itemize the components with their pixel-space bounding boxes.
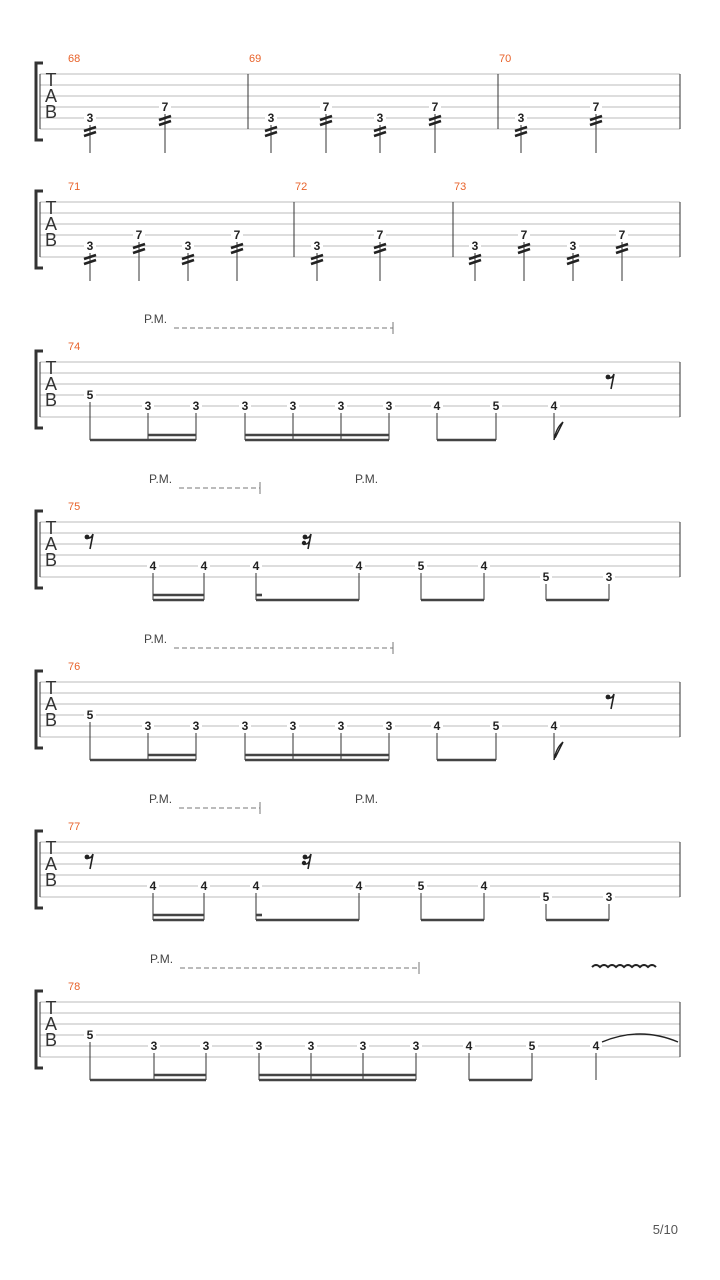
fret-number: 3 [144,399,152,413]
tab-clef-letter: T [45,358,57,378]
palm-mute-label: P.M. [355,472,379,486]
fret-number: 3 [605,890,613,904]
tab-clef-letter: A [44,694,58,714]
palm-mute-label: P.M. [355,792,379,806]
palm-mute-label: P.M. [150,952,174,966]
measure-number: 73 [454,181,467,193]
fret-number: 3 [569,239,577,253]
fret-number: 5 [528,1039,536,1053]
palm-mute-label: P.M. [144,632,168,646]
fret-number: 3 [517,111,525,125]
measure-number: 70 [499,53,512,65]
fret-number: 4 [550,719,558,733]
fret-number: 4 [355,559,363,573]
fret-number: 5 [492,719,500,733]
tab-clef-letter: B [44,102,58,122]
fret-number: 3 [385,399,393,413]
fret-number: 7 [322,100,330,114]
fret-number: 5 [492,399,500,413]
fret-number: 3 [241,719,249,733]
fret-number: 3 [412,1039,420,1053]
measure-number: 77 [68,821,81,833]
tab-clef-letter: B [44,710,58,730]
fret-number: 7 [376,228,384,242]
fret-number: 3 [144,719,152,733]
tab-clef-letter: T [45,998,57,1018]
tab-clef-letter: B [44,1030,58,1050]
fret-number: 3 [385,719,393,733]
tab-clef-letter: A [44,86,58,106]
fret-number: 4 [252,559,260,573]
tab-clef-letter: T [45,70,57,90]
fret-number: 4 [480,559,488,573]
fret-number: 7 [161,100,169,114]
tab-clef-letter: A [44,214,58,234]
page-number: 5/10 [652,1222,678,1237]
tab-clef-letter: T [45,838,57,858]
fret-number: 5 [417,879,425,893]
fret-number: 7 [135,228,143,242]
fret-number: 7 [431,100,439,114]
fret-number: 3 [376,111,384,125]
fret-number: 3 [337,399,345,413]
measure-number: 72 [295,181,308,193]
tab-clef-letter: B [44,870,58,890]
fret-number: 5 [542,890,550,904]
measure-number: 68 [68,53,81,65]
fret-number: 3 [337,719,345,733]
fret-number: 3 [359,1039,367,1053]
fret-number: 3 [86,239,94,253]
fret-number: 3 [255,1039,263,1053]
measure-number: 71 [68,181,81,193]
fret-number: 3 [150,1039,158,1053]
fret-number: 7 [520,228,528,242]
fret-number: 4 [433,399,441,413]
fret-number: 3 [313,239,321,253]
fret-number: 4 [433,719,441,733]
palm-mute-label: P.M. [144,312,168,326]
tab-clef-letter: T [45,518,57,538]
palm-mute-label: P.M. [149,472,173,486]
measure-number: 76 [68,661,81,673]
fret-number: 3 [86,111,94,125]
measure-number: 69 [249,53,262,65]
fret-number: 4 [252,879,260,893]
fret-number: 3 [192,719,200,733]
measure-number: 74 [68,341,81,353]
tab-clef-letter: B [44,390,58,410]
tab-clef-letter: A [44,1014,58,1034]
fret-number: 4 [200,559,208,573]
tab-clef-letter: B [44,550,58,570]
fret-number: 4 [200,879,208,893]
eighth-flag-icon [554,742,563,760]
fret-number: 3 [241,399,249,413]
fret-number: 7 [233,228,241,242]
fret-number: 4 [592,1039,600,1053]
fret-number: 7 [618,228,626,242]
fret-number: 4 [550,399,558,413]
tab-clef-letter: A [44,374,58,394]
tab-clef-letter: B [44,230,58,250]
fret-number: 3 [184,239,192,253]
fret-number: 5 [86,388,94,402]
fret-number: 3 [289,719,297,733]
fret-number: 3 [289,399,297,413]
fret-number: 3 [605,570,613,584]
palm-mute-label: P.M. [149,792,173,806]
fret-number: 5 [86,708,94,722]
measure-number: 75 [68,501,81,513]
tab-clef-letter: T [45,678,57,698]
fret-number: 4 [149,879,157,893]
tab-clef-letter: T [45,198,57,218]
fret-number: 4 [355,879,363,893]
fret-number: 3 [192,399,200,413]
fret-number: 3 [307,1039,315,1053]
fret-number: 3 [471,239,479,253]
fret-number: 7 [592,100,600,114]
measure-number: 78 [68,981,81,993]
fret-number: 3 [267,111,275,125]
tab-clef-letter: A [44,534,58,554]
fret-number: 4 [465,1039,473,1053]
fret-number: 3 [202,1039,210,1053]
fret-number: 5 [86,1028,94,1042]
tab-clef-letter: A [44,854,58,874]
fret-number: 4 [480,879,488,893]
fret-number: 5 [542,570,550,584]
fret-number: 4 [149,559,157,573]
fret-number: 5 [417,559,425,573]
vibrato-mark [592,965,656,967]
eighth-flag-icon [554,422,563,440]
